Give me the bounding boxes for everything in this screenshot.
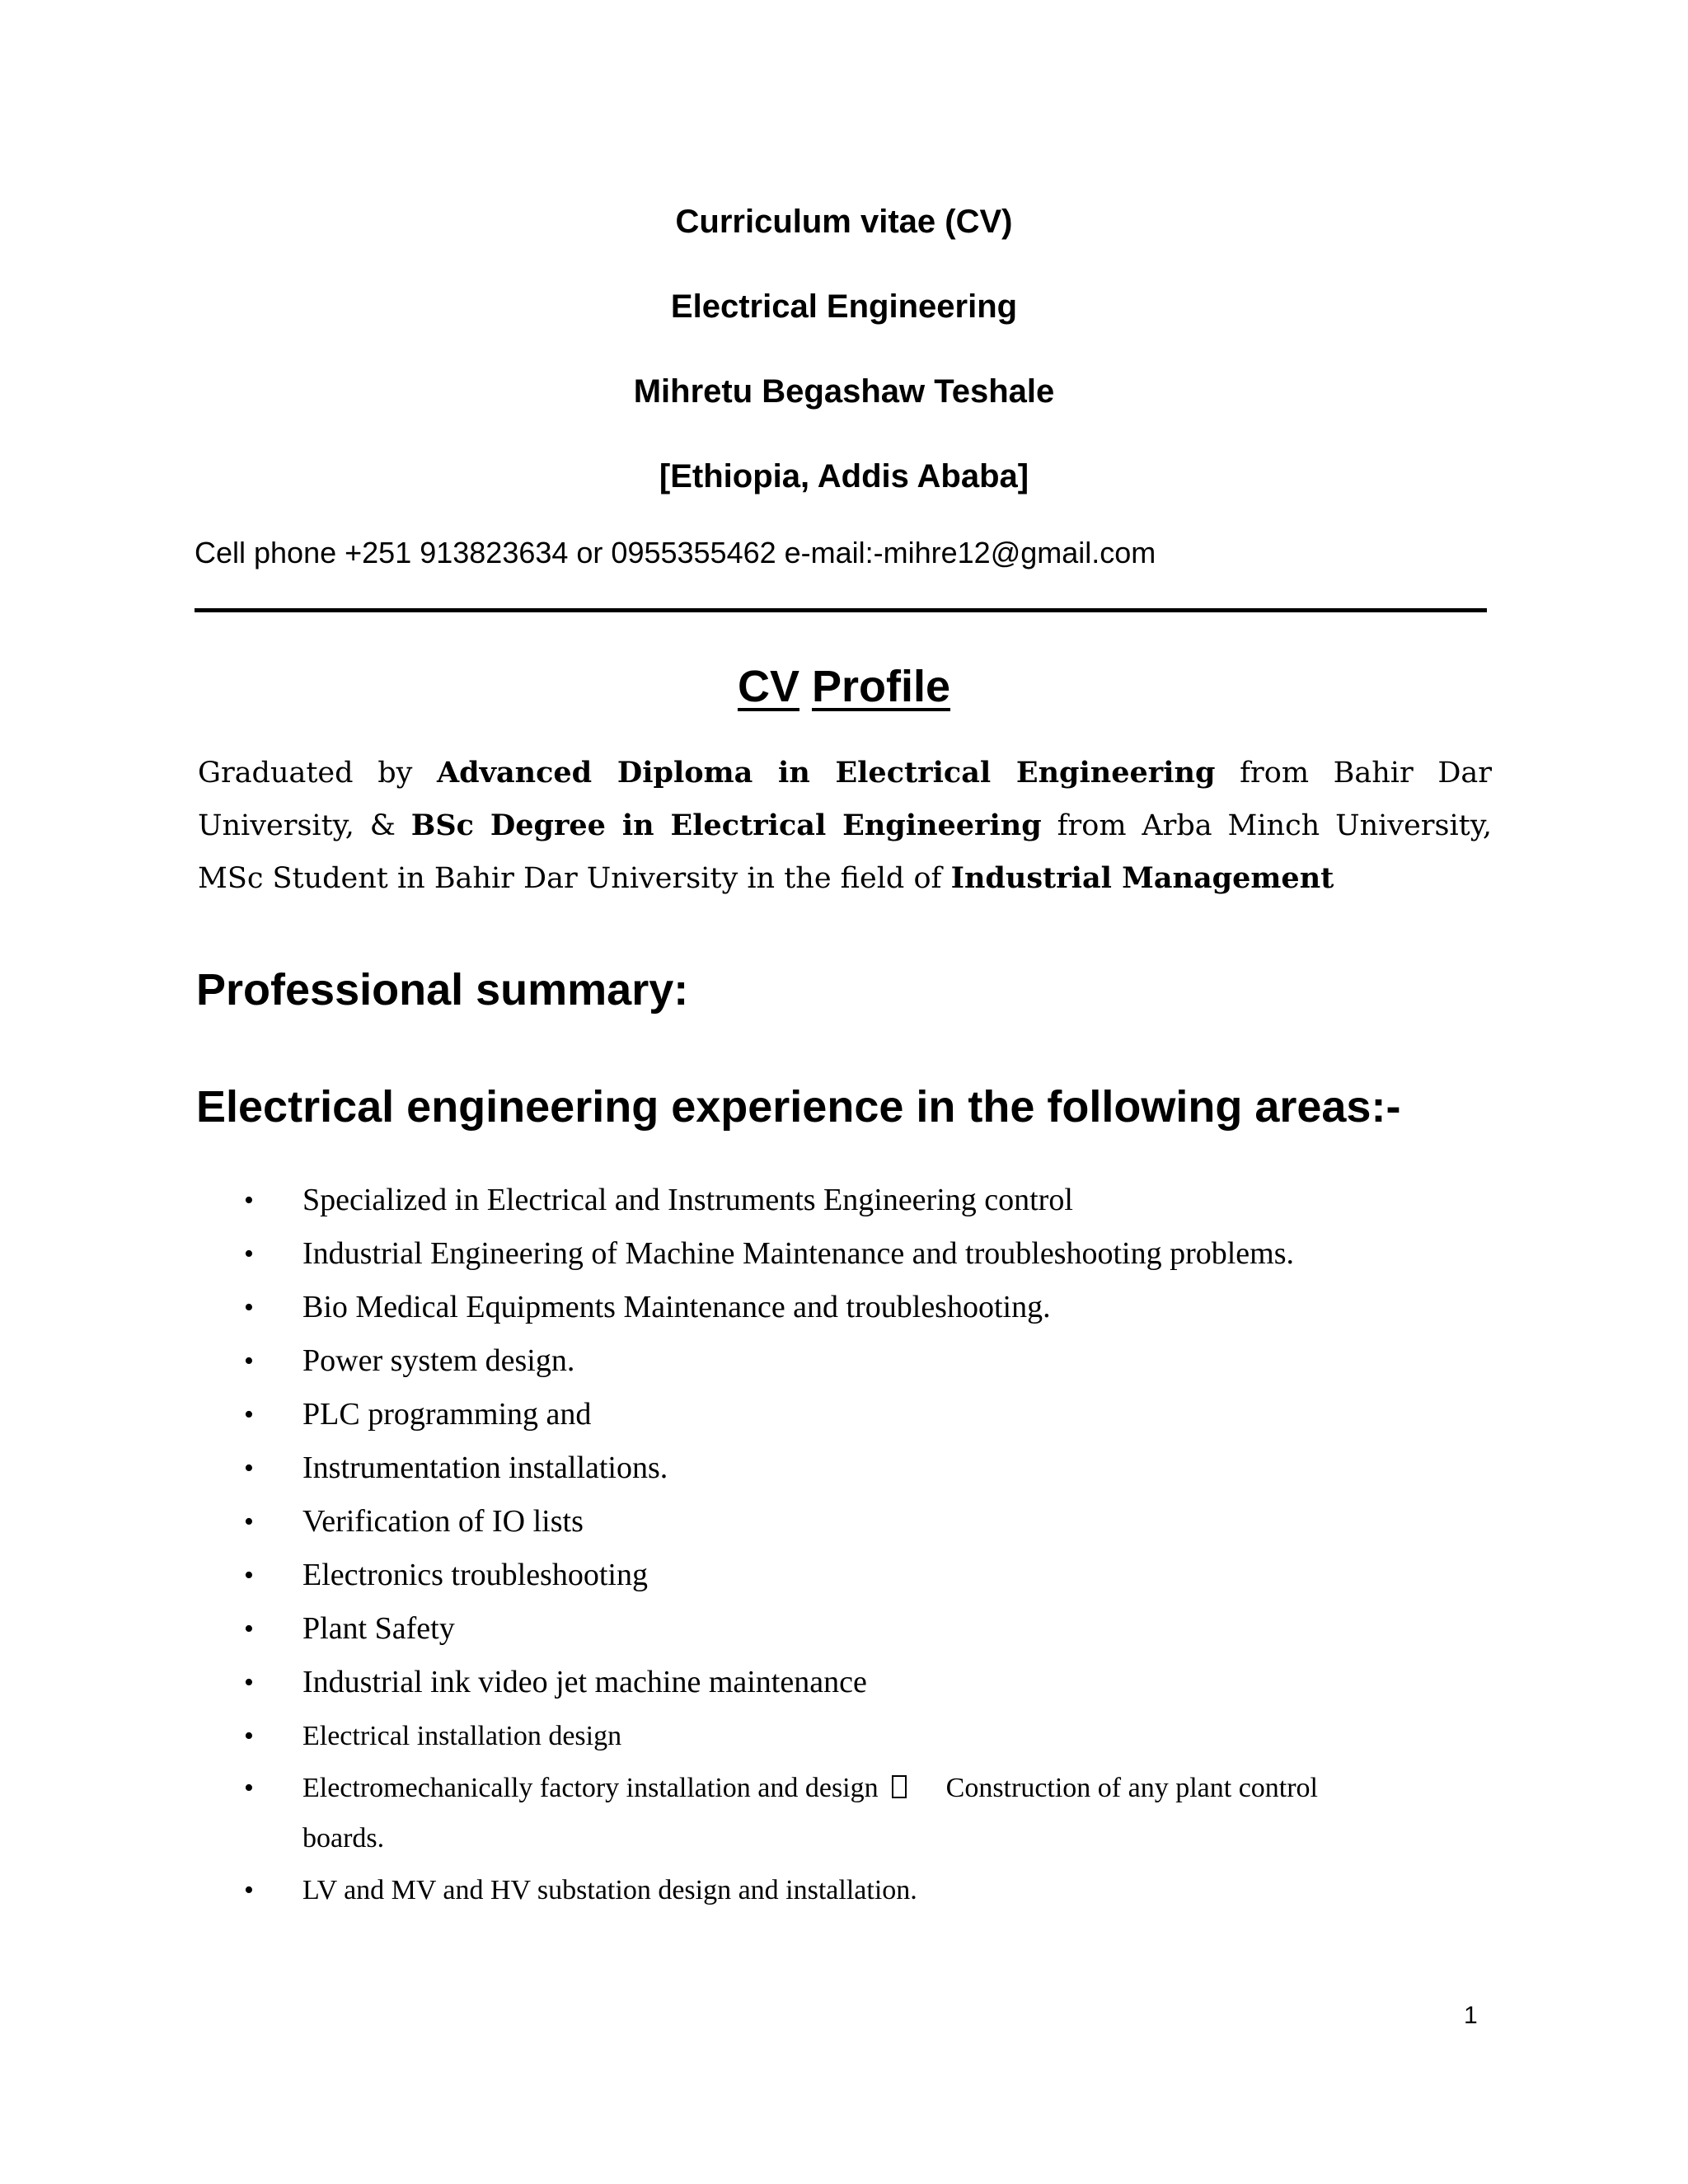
bullet-icon: • (244, 1185, 254, 1216)
bullet-icon: • (244, 1614, 254, 1644)
bullet-icon: • (244, 1560, 254, 1591)
header-divider (195, 608, 1487, 612)
profile-text-3: from Arba Minch University, MSc Student in Bahir Dar University in the field of (198, 809, 1492, 895)
areas-heading: Electrical engineering experience in the following areas:- (196, 1082, 1401, 1132)
list-item (0, 1334, 1399, 1388)
list-item (0, 1441, 1399, 1495)
bullet-icon: • (244, 1239, 254, 1269)
list-item (0, 1388, 1399, 1441)
bullet-icon: • (244, 1875, 254, 1905)
bullet-icon: • (244, 1399, 254, 1430)
field-title: Electrical Engineering (670, 288, 1018, 325)
profile-text-2: from Bahir Dar University, & (198, 757, 1493, 842)
list-item-text: Verification of IO lists (302, 1504, 584, 1539)
bullet-icon: • (244, 1292, 254, 1323)
list-item-text: Power system design. (302, 1343, 575, 1378)
list-item (0, 1549, 1399, 1602)
candidate-location: [Ethiopia, Addis Ababa] (659, 458, 1029, 494)
experience-list (0, 1174, 1688, 1917)
list-item (0, 1281, 1399, 1334)
list-item (0, 1763, 1399, 1863)
profile-text-1: Graduated by (198, 757, 438, 790)
profile-bold-2: BSc Degree in Electrical Engineering (410, 808, 1042, 842)
list-item-text: Construction of any plant control boards. (302, 1773, 1319, 1854)
document-title: Curriculum vitae (CV) (675, 204, 1013, 240)
summary-heading: Professional summary: (196, 965, 689, 1015)
list-item (0, 1656, 1399, 1709)
list-item (0, 1227, 1399, 1281)
bullet-icon: • (244, 1721, 254, 1751)
list-item-text: Electrical installation design (302, 1721, 622, 1751)
list-item (0, 1709, 1399, 1763)
list-item (0, 1602, 1399, 1656)
list-item-text: PLC programming and (302, 1397, 592, 1432)
profile-bold-1: Advanced Diploma in Electrical Engineering (437, 756, 1216, 790)
bullet-icon: • (244, 1346, 254, 1376)
list-item-text: Electronics troubleshooting (302, 1558, 648, 1592)
list-item-text: LV and MV and HV substation design and installation. (302, 1875, 917, 1905)
bullet-icon: • (244, 1667, 254, 1698)
profile-heading-profile: Profile (811, 662, 951, 711)
list-item-text: Electromechanically factory installation and design (302, 1773, 879, 1803)
contact-line: Cell phone +251 913823634 or 0955355462 e-mail:-mihre12@gmail.com (195, 536, 1156, 569)
list-item-text: Bio Medical Equipments Maintenance and troubleshooting. (302, 1290, 1051, 1324)
list-item (0, 1174, 1399, 1227)
profile-paragraph (198, 747, 1492, 905)
list-item (0, 1863, 1399, 1917)
profile-bold-3: Industrial Management (950, 861, 1334, 895)
page-number: 1 (1464, 2002, 1478, 2029)
list-item-text: Instrumentation installations. (302, 1451, 668, 1485)
list-item-text: Industrial ink video jet machine maintenance (302, 1665, 867, 1699)
list-item (0, 1495, 1399, 1549)
list-item-text: Specialized in Electrical and Instruments Engineering control (302, 1183, 1073, 1217)
list-item-text: Plant Safety (302, 1611, 455, 1646)
list-item-text: Industrial Engineering of Machine Maintenance and troubleshooting problems. (302, 1236, 1295, 1271)
profile-heading (0, 659, 1688, 714)
bullet-icon: • (244, 1773, 254, 1803)
bullet-icon: • (244, 1453, 254, 1483)
bullet-icon: • (244, 1507, 254, 1537)
candidate-name: Mihretu Begashaw Teshale (633, 373, 1055, 410)
missing-glyph-box-icon (892, 1775, 907, 1798)
profile-heading-cv: CV (737, 662, 799, 711)
